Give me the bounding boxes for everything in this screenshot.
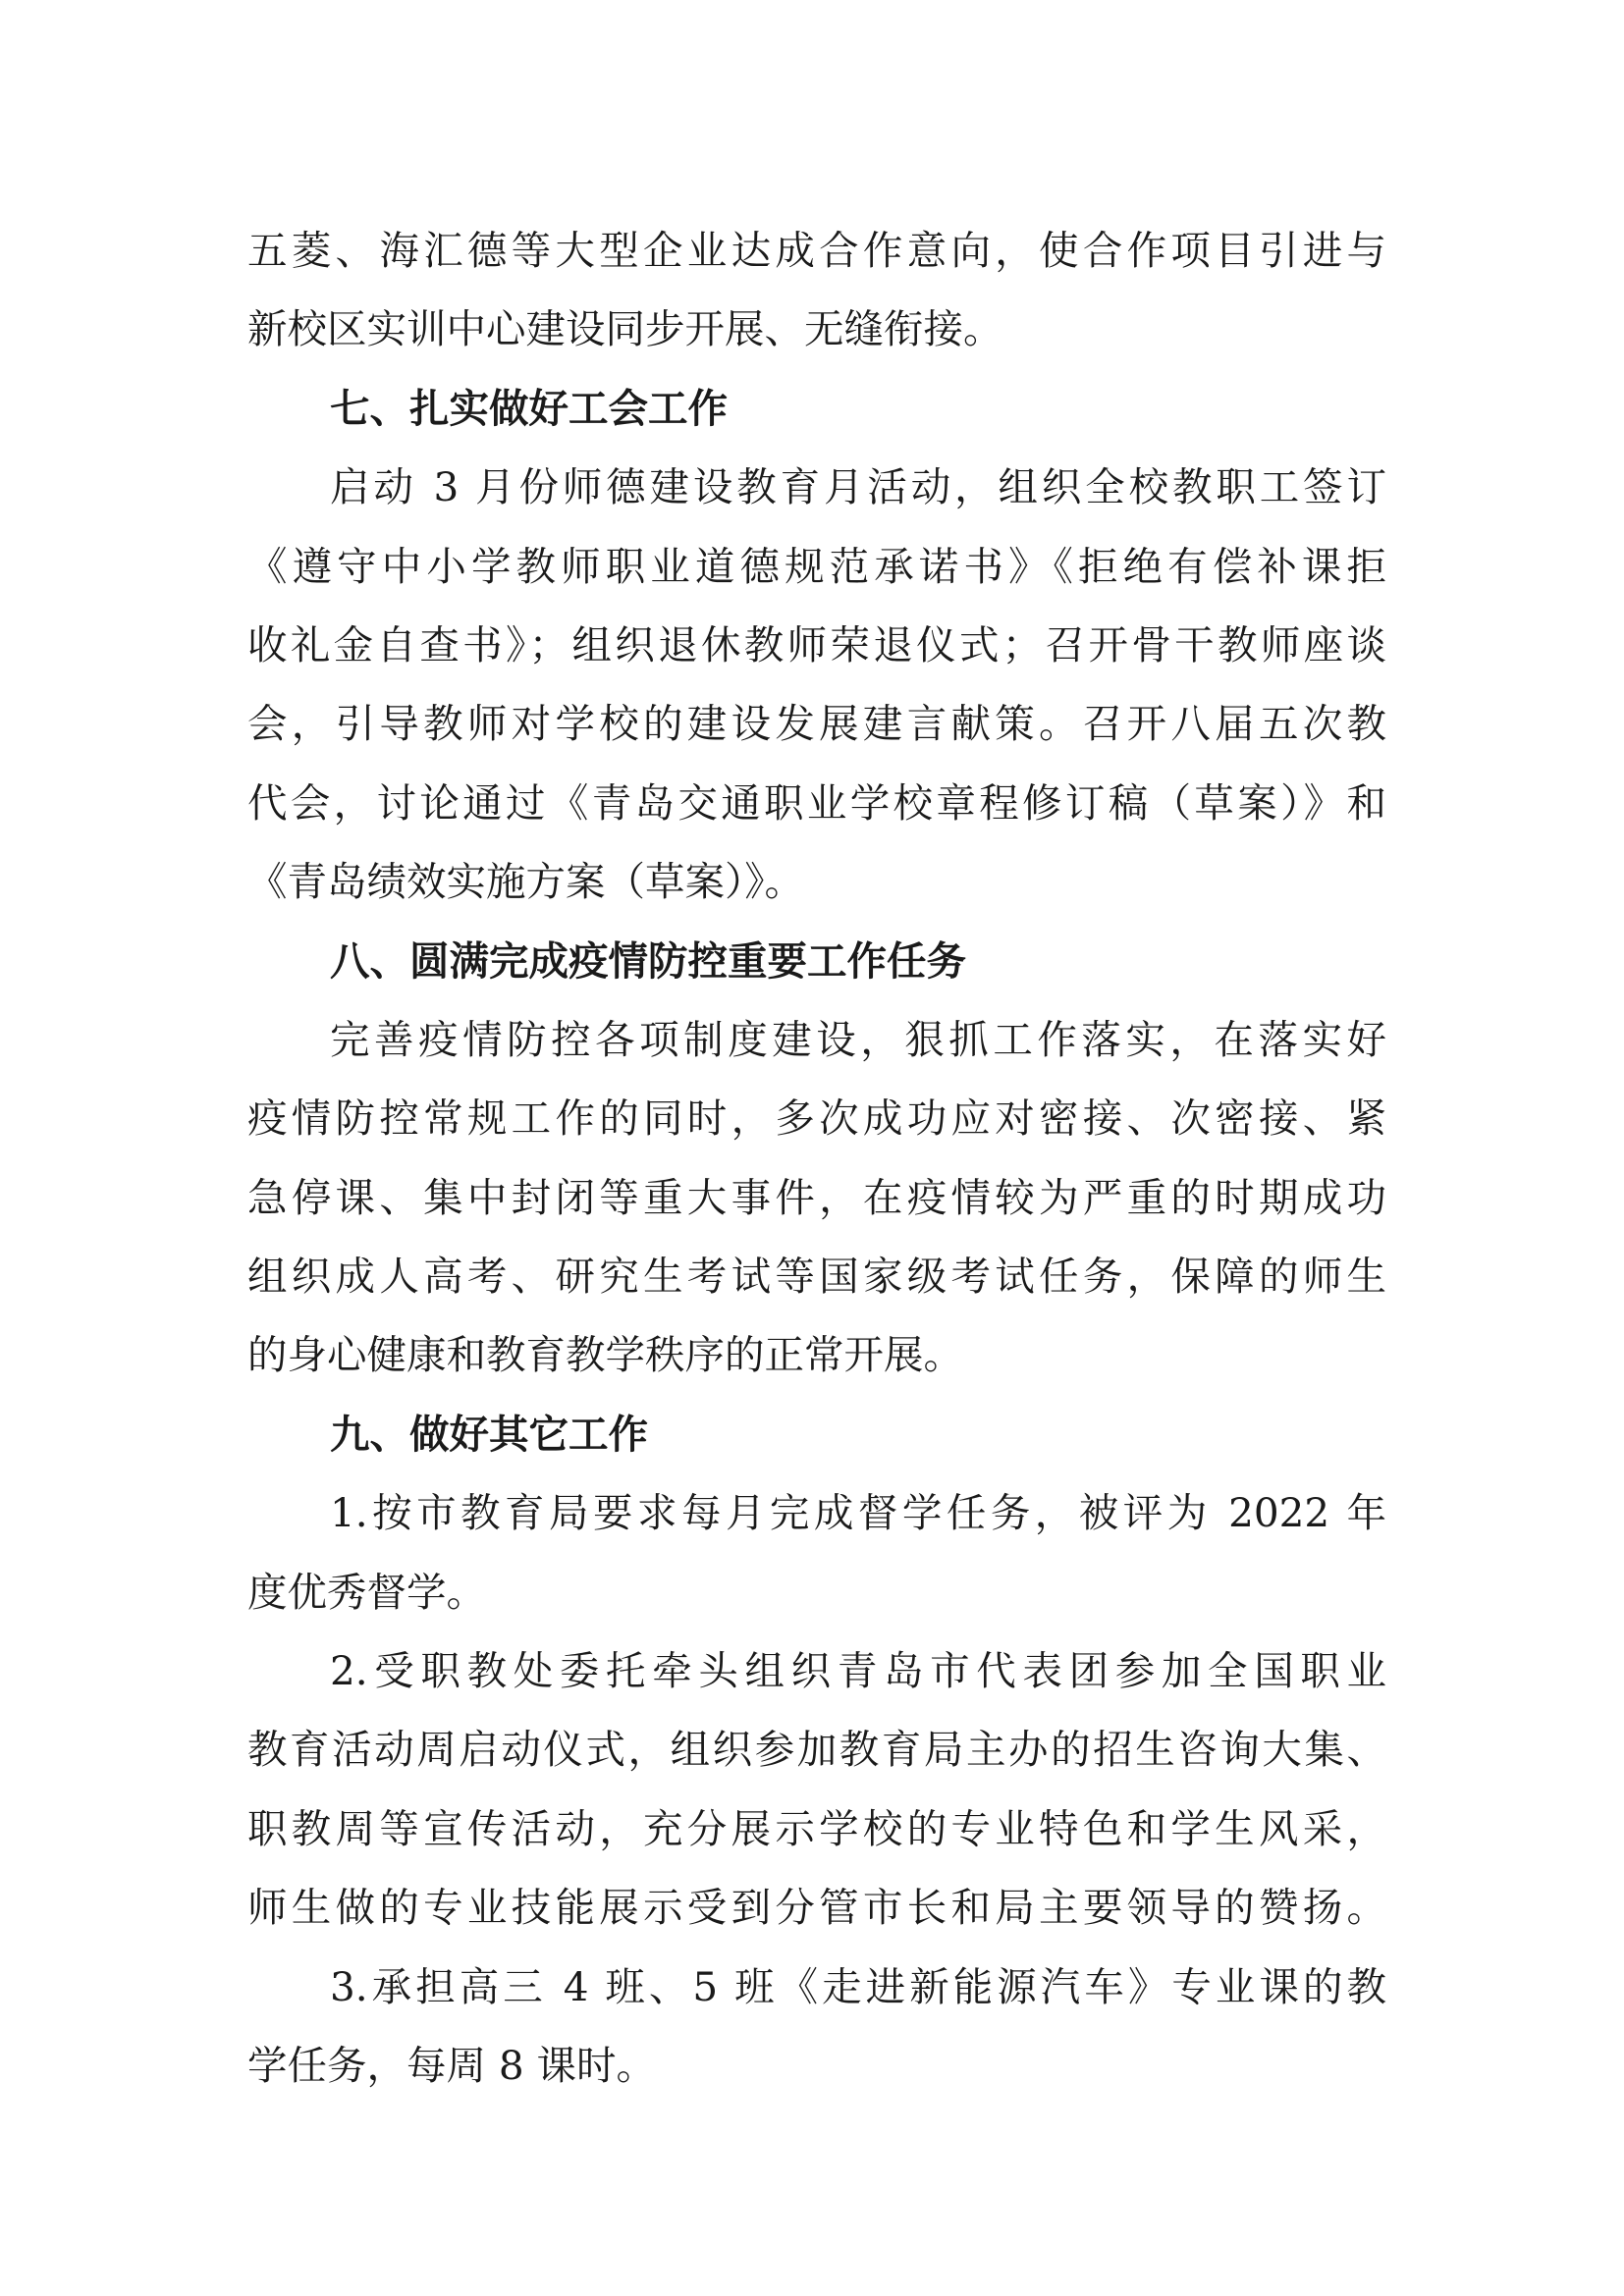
list-item-line: 1.按市教育局要求每月完成督学任务，被评为 2022 年 xyxy=(330,1489,1386,1537)
paragraph-line: 会，引导教师对学校的建设发展建言献策。召开八届五次教 xyxy=(247,700,1386,748)
section-heading: 七、扎实做好工会工作 xyxy=(330,384,728,432)
list-item-line: 2.受职教处委托牵头组织青岛市代表团参加全国职业 xyxy=(330,1647,1386,1695)
paragraph-line: 急停课、集中封闭等重大事件，在疫情较为严重的时期成功 xyxy=(247,1173,1386,1221)
paragraph-line: 《青岛绩效实施方案（草案）》。 xyxy=(247,858,804,906)
paragraph-line: 五菱、海汇德等大型企业达成合作意向，使合作项目引进与 xyxy=(247,227,1386,274)
paragraph-line: 《遵守中小学教师职业道德规范承诺书》《拒绝有偿补课拒 xyxy=(247,542,1386,590)
list-item-line: 学任务，每周 8 课时。 xyxy=(247,2041,657,2089)
list-item-line: 教育活动周启动仪式，组织参加教育局主办的招生咨询大集、 xyxy=(247,1726,1386,1774)
list-item-line: 3.承担高三 4 班、5 班《走进新能源汽车》专业课的教 xyxy=(330,1962,1386,2010)
paragraph-line: 收礼金自查书》；组织退休教师荣退仪式；召开骨干教师座谈 xyxy=(247,620,1386,668)
list-item-line: 师生做的专业技能展示受到分管市长和局主要领导的赞扬。 xyxy=(247,1884,1386,1932)
section-heading: 八、圆满完成疫情防控重要工作任务 xyxy=(330,936,966,985)
paragraph-line: 组织成人高考、研究生考试等国家级考试任务，保障的师生 xyxy=(247,1253,1386,1301)
section-heading: 九、做好其它工作 xyxy=(330,1410,648,1458)
paragraph-line: 新校区实训中心建设同步开展、无缝衔接。 xyxy=(247,305,1003,353)
paragraph-line: 疫情防控常规工作的同时，多次成功应对密接、次密接、紧 xyxy=(247,1095,1386,1143)
paragraph-line: 代会，讨论通过《青岛交通职业学校章程修订稿（草案）》和 xyxy=(247,778,1386,827)
paragraph-line: 的身心健康和教育教学秩序的正常开展。 xyxy=(247,1331,963,1379)
list-item-line: 职教周等宣传活动，充分展示学校的专业特色和学生风采， xyxy=(247,1804,1386,1852)
document-body xyxy=(247,211,1386,2105)
paragraph-line: 完善疫情防控各项制度建设，狠抓工作落实，在落实好 xyxy=(330,1015,1386,1063)
list-item-line: 度优秀督学。 xyxy=(247,1568,486,1616)
paragraph-line: 启动 3 月份师德建设教育月活动，组织全校教职工签订 xyxy=(330,463,1386,511)
